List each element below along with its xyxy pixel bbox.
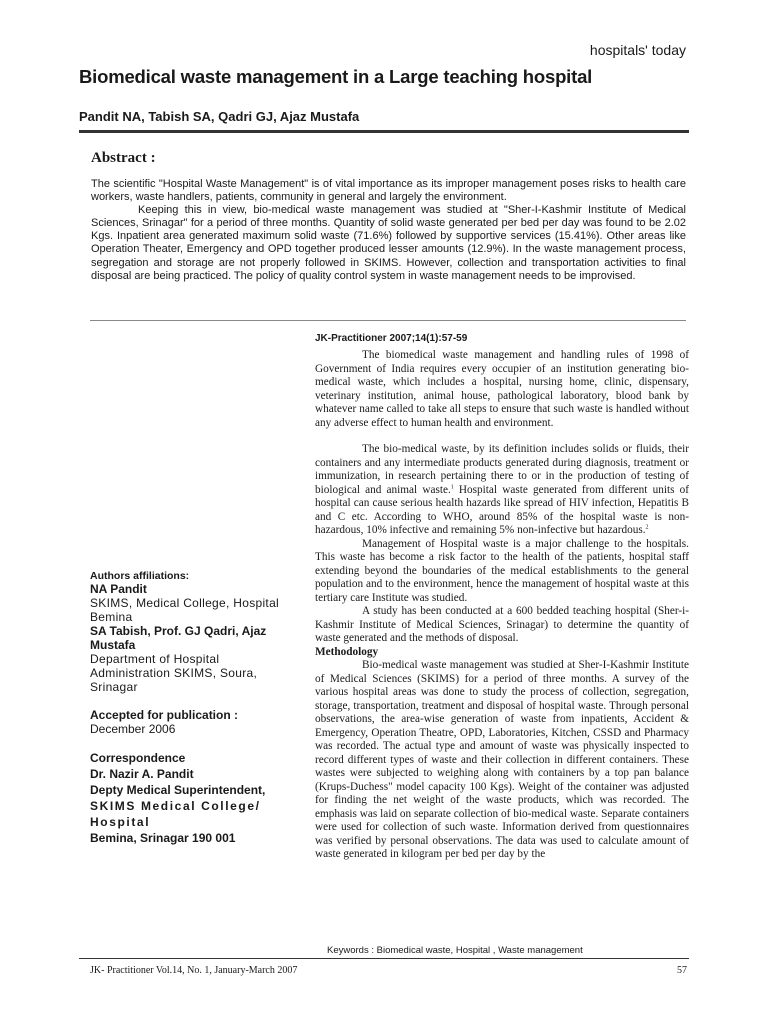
accepted-date: December 2006 bbox=[90, 722, 176, 736]
abstract-paragraph: The scientific "Hospital Waste Management" is of vital importance as its improper management poses risks to health care workers, waste handlers, patients, community in general and largely the environment. bbox=[91, 178, 686, 204]
running-head: hospitals' today bbox=[589, 42, 686, 58]
correspondence-heading: Correspondence bbox=[90, 751, 186, 765]
affiliation-name: SA Tabish, Prof. GJ Qadri, Ajaz Mustafa bbox=[90, 624, 267, 652]
correspondence-org: SKIMS Medical College/ Hospital bbox=[90, 799, 261, 829]
abstract-heading: Abstract : bbox=[91, 150, 156, 166]
footer-rule bbox=[79, 958, 689, 959]
citation: JK-Practitioner 2007;14(1):57-59 bbox=[315, 333, 468, 344]
author-affiliations bbox=[90, 570, 282, 846]
abstract bbox=[91, 178, 686, 283]
affiliation-name: NA Pandit bbox=[90, 582, 147, 596]
correspondence-name: Dr. Nazir A. Pandit bbox=[90, 767, 194, 781]
reference-marker[interactable]: 2 bbox=[645, 524, 649, 531]
correspondence-address: Bemina, Srinagar 190 001 bbox=[90, 831, 236, 845]
abstract-paragraph: Keeping this in view, bio-medical waste management was studied at "Sher-I-Kashmir Institute of Medical Sciences, Srinagar" for a period of three months. Quantity of solid waste generated per bed per day was found to be 2.02 Kgs. Inpatient area generated maximum solid waste (71.6%) followed by supportive services (15.41%). Other areas like Operation Theater, Emergency and OPD together produced lesser amounts (12.9%). In the waste management process, segregation and storage are not properly followed in SKIMS. However, collection and transportation activities to final disposal are being practiced. The policy of quality control system in waste management needs to be improvised. bbox=[91, 204, 686, 282]
article-title: Biomedical waste management in a Large teaching hospital bbox=[79, 66, 593, 87]
page-number: 57 bbox=[677, 965, 687, 976]
body-paragraph: Management of Hospital waste is a major challenge to the hospitals. This waste has become a risk factor to the health of the patients, hospital staff extending beyond the boundaries of the medical establishments to the general population and to the environment, hence the management of hospital waste at this tertiary care Institute was studied. bbox=[315, 537, 689, 604]
body-text bbox=[315, 349, 689, 862]
affiliation-text: Department of Hospital Administration SKIMS, Soura, Srinagar bbox=[90, 652, 258, 694]
body-text-span: Hospital waste generated from different units of hospital can cause serious health hazards like spread of HIV infection, Hepatitis B and C etc. According to WHO, around 85% of the hospital waste is non-hazardous, 10% infective and remaining 5% non-infective but hazardous. bbox=[315, 483, 689, 536]
body-paragraph: A study has been conducted at a 600 bedded teaching hospital (Sher-i-Kashmir Institute of Medical Sciences, Srinagar) to determine the quantity of waste generated and the methods of disposal. bbox=[315, 605, 689, 644]
body-paragraph: The biomedical waste management and handling rules of 1998 of Government of India requires every occupier of an institution generating bio-medical waste, which includes a hospital, nursing home, clinic, dispensary, veterinary institution, animal house, pathological laboratory, blood bank by whatever name called to take all steps to ensure that such waste is handled without any adverse effect to human health and environment. bbox=[315, 349, 689, 429]
accepted-heading: Accepted for publication : bbox=[90, 708, 239, 722]
affiliations-heading: Authors affiliations: bbox=[90, 570, 190, 582]
reference-marker[interactable]: 1 bbox=[450, 483, 454, 490]
body-paragraph: Bio-medical waste management was studied at Sher-I-Kashmir Institute of Medical Sciences (SKIMS) for a period of three months. A survey of the various hospital areas was done to study the process of collection, segregation, storage, transportation, treatment and disposal of hospital waste. Through personal observations, the area-wise generation of waste from inpatients, Accident & Emergency, Operation Theatre, OPD, Laboratories, Kitchen, CSSD and Pharmacy was recorded. The actual type and amount of waste was physically inspected to record different types of waste and their collection in different containers. These wastes were subjected to weighing along with containers by a top pan balance (Krups-Duchess" model capacity 100 Kgs). Weight of the container was adjusted for finding the net weight of the waste products, which was recorded. The emphasis was laid on separate collection of bio-medical waste. Separate containers were used for collection of such waste. Information derived from questionnaires was verified by personal observations. The data was used to calculate amount of waste generated in kilogram per bed per day by the bbox=[315, 659, 689, 860]
section-heading-methodology: Methodology bbox=[315, 645, 379, 658]
abstract-rule bbox=[90, 320, 686, 321]
author-list: Pandit NA, Tabish SA, Qadri GJ, Ajaz Mustafa bbox=[79, 109, 360, 124]
affiliation-text: SKIMS, Medical College, Hospital Bemina bbox=[90, 596, 280, 624]
footer-journal: JK- Practitioner Vol.14, No. 1, January-March 2007 bbox=[90, 965, 298, 976]
header-rule bbox=[79, 130, 689, 133]
body-paragraph bbox=[315, 443, 689, 538]
body-text-span: The bio-medical waste, by its definition includes solids or fluids, their containers and any intermediate products generated during diagnosis, treatment or immunization, in research pertaining there to or in the production of testing of biological and animal waste. bbox=[315, 443, 689, 496]
correspondence-title: Depty Medical Superintendent, bbox=[90, 783, 266, 797]
keywords: Keywords : Biomedical waste, Hospital , Waste management bbox=[327, 945, 583, 956]
